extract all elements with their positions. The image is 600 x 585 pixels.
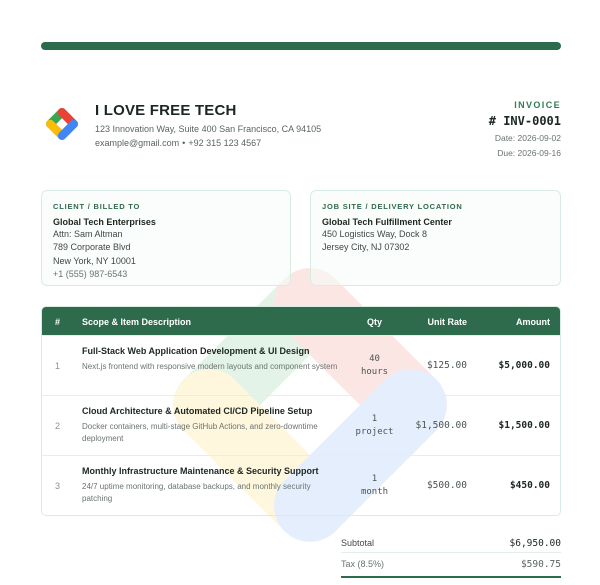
- row-number: 2: [55, 421, 61, 431]
- row-amount: $5,000.00: [498, 360, 550, 371]
- qty-value: 40: [369, 354, 380, 364]
- client-attn: Attn: Sam Altman: [53, 229, 123, 239]
- invoice-due-date: Due: 2026-09-16: [497, 148, 561, 158]
- tax-row: [341, 552, 561, 572]
- company-phone[interactable]: +92 315 123 4567: [188, 138, 262, 148]
- client-street: 789 Corporate Blvd: [53, 242, 131, 253]
- company-contact: [95, 138, 261, 148]
- invoice-date: Date: 2026-09-02: [494, 133, 561, 143]
- header-unit-rate: Unit Rate: [427, 317, 467, 327]
- row-number: 1: [55, 361, 61, 371]
- job-site-name: Global Tech Fulfillment Center: [322, 217, 452, 227]
- client-name: Global Tech Enterprises: [53, 217, 156, 227]
- row-unit-rate: $500.00: [426, 480, 467, 491]
- client-card-title: CLIENT / BILLED TO: [53, 202, 141, 211]
- qty-unit: project: [355, 427, 394, 438]
- totals-block: [341, 532, 561, 572]
- row-description: [82, 346, 342, 373]
- invoice-meta: [489, 100, 561, 158]
- row-description: [82, 466, 342, 505]
- row-unit-rate: $1,500.00: [415, 420, 467, 431]
- header-accent-bar: [41, 42, 561, 50]
- company-email[interactable]: example@gmail.com: [95, 138, 180, 148]
- qty-value: 1: [371, 414, 378, 424]
- subtotal-value: $6,950.00: [509, 538, 561, 549]
- job-site-card-title: JOB SITE / DELIVERY LOCATION: [322, 202, 463, 211]
- qty-value: 1: [371, 474, 378, 484]
- table-row: [42, 395, 560, 455]
- client-city: New York, NY 10001: [53, 255, 136, 266]
- row-qty: [347, 473, 402, 499]
- row-qty: [347, 413, 402, 439]
- row-qty: [347, 353, 402, 379]
- company-name: I LOVE FREE TECH: [95, 102, 237, 119]
- tax-value: $590.75: [520, 559, 561, 570]
- table-row: [42, 455, 560, 515]
- job-site-city: Jersey City, NJ 07302: [322, 242, 410, 253]
- client-card: [41, 190, 291, 286]
- header-qty: Qty: [366, 317, 382, 327]
- header-amount: Amount: [516, 317, 550, 327]
- contact-separator: •: [182, 138, 186, 148]
- row-amount: $450.00: [509, 480, 550, 491]
- row-number: 3: [55, 481, 61, 491]
- brand-logo-icon: [41, 103, 83, 145]
- header-num: #: [55, 317, 61, 327]
- row-amount: $1,500.00: [498, 420, 550, 431]
- table-header: [42, 307, 560, 335]
- invoice-label: INVOICE: [514, 100, 561, 110]
- row-unit-rate: $125.00: [426, 360, 467, 371]
- row-description: [82, 406, 342, 445]
- item-title: Full-Stack Web Application Development & UI Design: [82, 346, 310, 356]
- job-site-card: [310, 190, 561, 286]
- totals-divider: [341, 576, 561, 578]
- header-description: Scope & Item Description: [82, 317, 192, 327]
- invoice-number: # INV-0001: [488, 114, 561, 128]
- item-title: Monthly Infrastructure Maintenance & Security Support: [82, 466, 319, 476]
- subtotal-label: Subtotal: [341, 538, 375, 548]
- tax-label: Tax (8.5%): [341, 559, 385, 569]
- subtotal-row: [341, 532, 561, 552]
- qty-unit: month: [360, 487, 389, 498]
- job-site-street: 450 Logistics Way, Dock 8: [322, 229, 428, 239]
- item-subtitle: 24/7 uptime monitoring, database backups, and monthly security patching: [82, 482, 311, 503]
- line-items-table: [41, 306, 561, 516]
- item-subtitle: Next.js frontend with responsive modern layouts and component system: [82, 362, 338, 371]
- table-row: [42, 335, 560, 395]
- qty-unit: hours: [360, 367, 389, 378]
- item-subtitle: Docker containers, multi-stage GitHub Actions, and zero-downtime deployment: [82, 422, 318, 443]
- client-phone: +1 (555) 987-6543: [53, 268, 128, 279]
- item-title: Cloud Architecture & Automated CI/CD Pipeline Setup: [82, 406, 313, 416]
- company-address: 123 Innovation Way, Suite 400 San Francisco, CA 94105: [95, 124, 322, 134]
